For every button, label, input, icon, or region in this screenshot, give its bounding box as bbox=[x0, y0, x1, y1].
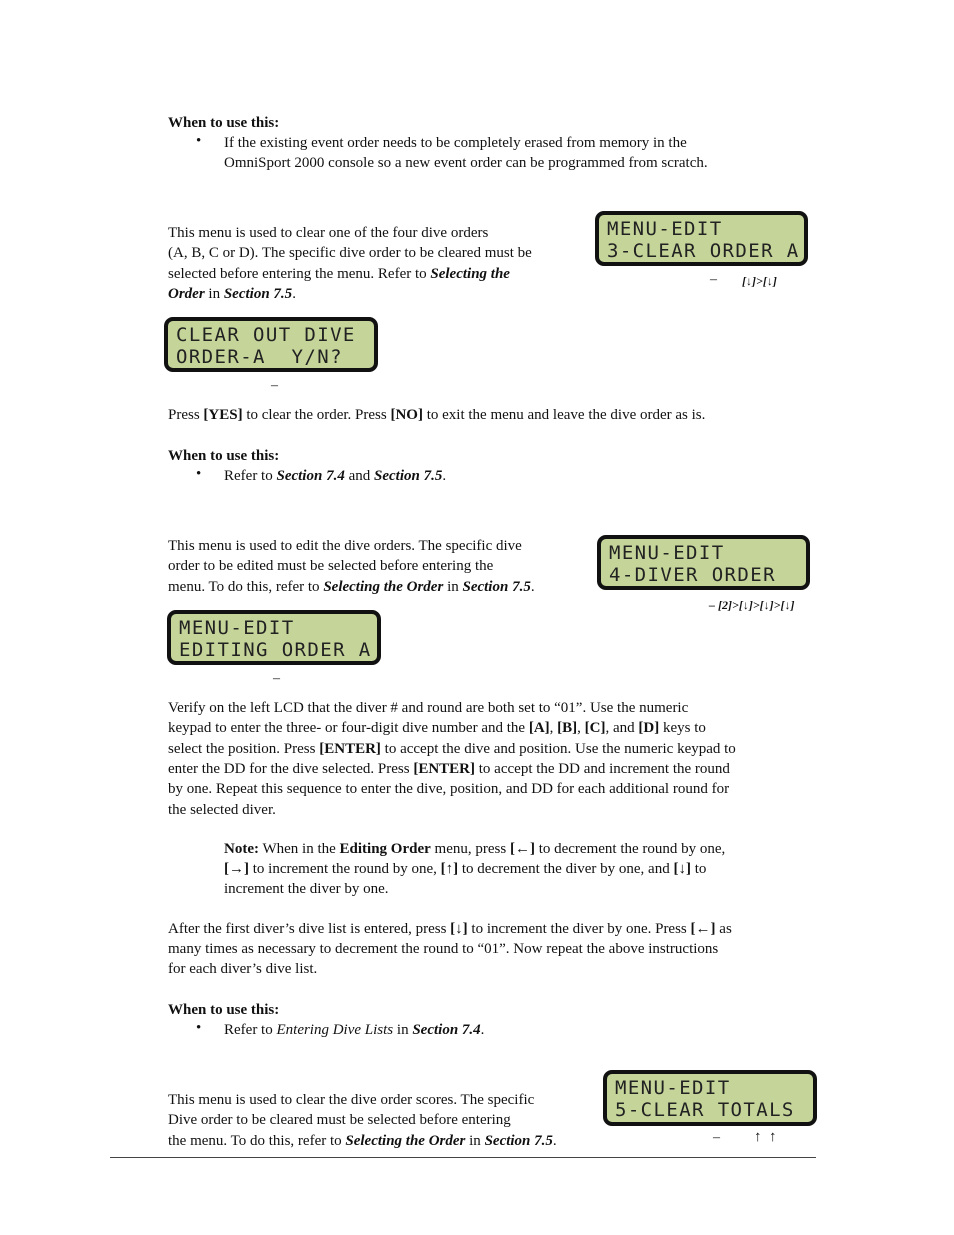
paragraph-line: order to be edited must be selected before entering the bbox=[168, 558, 494, 574]
when-to-use-heading-3: When to use this: bbox=[168, 1002, 280, 1018]
lcd-caption-dash: – bbox=[710, 272, 717, 287]
note-line: increment the diver by one. bbox=[224, 881, 389, 897]
paragraph-line: for each diver’s dive list. bbox=[168, 961, 318, 977]
lcd-line-2: 3-CLEAR ORDER A bbox=[607, 240, 800, 262]
lcd-menu-clear-order bbox=[595, 211, 808, 266]
lcd-line-1: MENU-EDIT bbox=[607, 218, 723, 240]
press-instructions: Press [YES] to clear the order. Press [NO] to exit the menu and leave the dive order as is. bbox=[168, 407, 706, 423]
lcd-line-1: MENU-EDIT bbox=[615, 1077, 731, 1099]
lcd-line-1: CLEAR OUT DIVE bbox=[176, 324, 356, 346]
when-to-use-heading-2: When to use this: bbox=[168, 448, 280, 464]
lcd-menu-clear-totals bbox=[603, 1070, 817, 1126]
lcd-editing-order bbox=[167, 610, 381, 665]
paragraph-line: (A, B, C or D). The specific dive order to be cleared must be bbox=[168, 245, 532, 261]
paragraph-line: Dive order to be cleared must be selected before entering bbox=[168, 1112, 511, 1128]
paragraph-line: by one. Repeat this sequence to enter the dive, position, and DD for each additional round for bbox=[168, 781, 730, 797]
paragraph-line: After the first diver’s dive list is entered, press [↓] to increment the diver by one. Press [←] as bbox=[168, 921, 732, 937]
bullet-dot: • bbox=[196, 1020, 202, 1036]
paragraph-line: menu. To do this, refer to Selecting the Order in Section 7.5. bbox=[168, 579, 535, 595]
lcd-caption-dash: – bbox=[713, 1130, 720, 1145]
bullet-text: OmniSport 2000 console so a new event order can be programmed from scratch. bbox=[224, 155, 708, 171]
paragraph-line: the menu. To do this, refer to Selecting the Order in Section 7.5. bbox=[168, 1133, 557, 1149]
lcd-clear-confirm bbox=[164, 317, 378, 372]
lcd-line-2: EDITING ORDER A bbox=[179, 639, 372, 661]
lcd-line-2: ORDER-A Y/N? bbox=[176, 346, 343, 368]
footer-rule bbox=[110, 1157, 816, 1158]
lcd-caption-dash: – bbox=[271, 378, 278, 393]
lcd-line-1: MENU-EDIT bbox=[179, 617, 295, 639]
paragraph-line: enter the DD for the dive selected. Press [ENTER] to accept the DD and increment the round bbox=[168, 761, 730, 777]
lcd-caption-keys: [↓]>[↓] bbox=[742, 274, 777, 288]
lcd-line-2: 4-DIVER ORDER bbox=[609, 564, 776, 586]
bullet-dot: • bbox=[196, 466, 202, 482]
note-line: Note: When in the Editing Order menu, press [←] to decrement the round by one, bbox=[224, 841, 726, 857]
bullet-text: Refer to Entering Dive Lists in Section 7.4. bbox=[224, 1022, 485, 1038]
paragraph-line: the selected diver. bbox=[168, 802, 276, 818]
bullet-text: Refer to Section 7.4 and Section 7.5. bbox=[224, 468, 447, 484]
lcd-line-2: 5-CLEAR TOTALS bbox=[615, 1099, 795, 1121]
paragraph-line: This menu is used to clear one of the four dive orders bbox=[168, 225, 489, 241]
paragraph-line: This menu is used to edit the dive orders. The specific dive bbox=[168, 538, 522, 554]
bullet-text: If the existing event order needs to be completely erased from memory in the bbox=[224, 135, 687, 151]
lcd-menu-diver-order bbox=[597, 535, 810, 590]
lcd-caption-keys: – [2]>[↓]>[↓]>[↓] bbox=[709, 598, 795, 612]
paragraph-line: Verify on the left LCD that the diver # and round are both set to “01”. Use the numeric bbox=[168, 700, 689, 716]
lcd-caption-dash: – bbox=[273, 671, 280, 686]
paragraph-line: selected before entering the menu. Refer to Selecting the bbox=[168, 266, 510, 282]
note-line: [→] to increment the round by one, [↑] to decrement the diver by one, and [↓] to bbox=[224, 861, 707, 877]
paragraph-line: select the position. Press [ENTER] to accept the dive and position. Use the numeric keypad to bbox=[168, 741, 736, 757]
paragraph-line: keypad to enter the three- or four-digit dive number and the [A], [B], [C], and [D] keys to bbox=[168, 720, 706, 736]
paragraph-line: This menu is used to clear the dive order scores. The specific bbox=[168, 1092, 535, 1108]
paragraph-line: many times as necessary to decrement the round to “01”. Now repeat the above instructions bbox=[168, 941, 719, 957]
bullet-dot: • bbox=[196, 133, 202, 149]
paragraph-line: Order in Section 7.5. bbox=[168, 286, 296, 302]
lcd-line-1: MENU-EDIT bbox=[609, 542, 725, 564]
lcd-caption-arrows: ↑ ↑ bbox=[754, 1129, 777, 1145]
when-to-use-heading-1: When to use this: bbox=[168, 115, 280, 131]
